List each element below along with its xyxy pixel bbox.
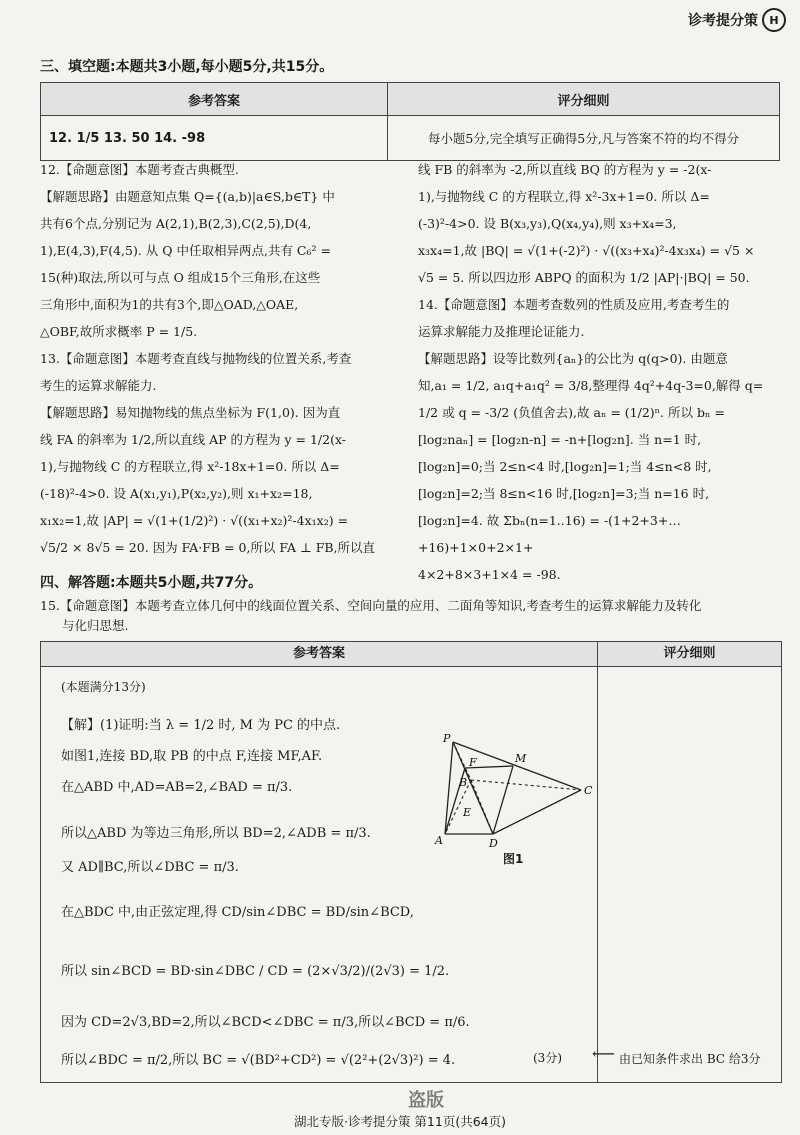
right-line: 1),与抛物线 C 的方程联立,得 x²-3x+1=0. 所以 Δ= bbox=[418, 189, 710, 204]
right-line: 1/2 或 q = -3/2 (负值舍去),故 aₙ = (1/2)ⁿ. 所以 bₙ = bbox=[418, 405, 725, 420]
left-line: √5/2 × 8√5 = 20. 因为 FA·FB = 0,所以 FA ⊥ FB,所以直 bbox=[40, 540, 376, 555]
section3-answer-table bbox=[40, 82, 780, 161]
left-column bbox=[40, 156, 400, 561]
q15-answer-header: 参考答案 bbox=[41, 642, 598, 667]
q15-line: 在△BDC 中,由正弦定理,得 CD/sin∠DBC = BD/sin∠BCD, bbox=[61, 905, 414, 920]
label-P: P bbox=[443, 732, 451, 745]
label-D: D bbox=[489, 837, 498, 850]
brand-header bbox=[688, 8, 786, 32]
left-line: 【解题思路】易知抛物线的焦点坐标为 F(1,0). 因为直 bbox=[40, 405, 341, 420]
right-line: 14.【命题意图】本题考查数列的性质及应用,考查考生的 bbox=[418, 297, 730, 312]
label-M: M bbox=[515, 752, 527, 765]
label-C: C bbox=[584, 784, 593, 797]
left-line: 15(种)取法,所以可与点 O 组成15个三角形,在这些 bbox=[40, 270, 321, 285]
watermark-stamp: 盗版 bbox=[408, 1090, 444, 1111]
q15-intro bbox=[40, 596, 780, 636]
section3-title: 三、填空题:本题共3小题,每小题5分,共15分。 bbox=[40, 59, 334, 75]
q15-line: 所以△ABD 为等边三角形,所以 BD=2,∠ADB = π/3. bbox=[61, 826, 371, 841]
left-line: 三角形中,面积为1的共有3个,即△OAD,△OAE, bbox=[40, 297, 299, 312]
label-A: A bbox=[435, 834, 443, 847]
q15-rule-header: 评分细则 bbox=[598, 642, 781, 667]
brand-name: 诊考提分策 bbox=[688, 13, 758, 29]
answers-cell: 12. 1/5 13. 50 14. -98 bbox=[41, 116, 388, 161]
right-column bbox=[418, 156, 780, 588]
q15-line: 所以 sin∠BCD = BD·sin∠DBC / CD = (2×√3/2)/(2√3) = 1/2. bbox=[61, 964, 450, 979]
right-line: [log₂n]=2;当 8≤n<16 时,[log₂n]=3;当 n=16 时, bbox=[418, 486, 710, 501]
q15-answer-table bbox=[40, 641, 782, 1083]
right-line: x₃x₄=1,故 |BQ| = √(1+(-2)²) · √((x₃+x₄)²-4x₃x₄) = √5 × bbox=[418, 243, 755, 258]
left-line: 线 FA 的斜率为 1/2,所以直线 AP 的方程为 y = 1/2(x- bbox=[40, 432, 347, 447]
q15-line: 又 AD∥BC,所以∠DBC = π/3. bbox=[61, 860, 239, 875]
q15-rule-note: 由已知条件求出 BC 给3分 bbox=[619, 1052, 761, 1066]
left-line: 1),与抛物线 C 的方程联立,得 x²-18x+1=0. 所以 Δ= bbox=[40, 459, 340, 474]
left-line: △OBF,故所求概率 P = 1/5. bbox=[40, 324, 198, 339]
label-B: B bbox=[459, 776, 468, 789]
figure-1 bbox=[433, 732, 593, 862]
q15-intro-line: 15.【命题意图】本题考查立体几何中的线面位置关系、空间向量的应用、二面角等知识,考查考生的运算求解能力及转化 bbox=[40, 598, 702, 613]
page-footer: 湖北专版·诊考提分策 第11页(共64页) bbox=[293, 1114, 506, 1129]
arrow-left-icon: ⟵ bbox=[592, 1044, 615, 1063]
right-line: [log₂n]=0;当 2≤n<4 时,[log₂n]=1;当 4≤n<8 时, bbox=[418, 459, 712, 474]
rule-col-header: 评分细则 bbox=[388, 83, 780, 116]
right-line: 运算求解能力及推理论证能力. bbox=[418, 324, 585, 339]
right-line: 4×2+8×3+1×4 = -98. bbox=[418, 567, 561, 582]
right-line: 【解题思路】设等比数列{aₙ}的公比为 q(q>0). 由题意 bbox=[418, 351, 728, 366]
answer-col-header: 参考答案 bbox=[41, 83, 388, 116]
left-line: 【解题思路】由题意知点集 Q={(a,b)|a∈S,b∈T} 中 bbox=[40, 189, 335, 204]
right-line: 知,a₁ = 1/2, a₁q+a₁q² = 3/8,整理得 4q²+4q-3=0,解得 q= bbox=[418, 378, 764, 393]
q15-line: 【解】(1)证明:当 λ = 1/2 时, M 为 PC 的中点. bbox=[61, 718, 341, 733]
edge-DC bbox=[493, 790, 581, 834]
table-divider bbox=[597, 666, 598, 1082]
label-F: F bbox=[469, 756, 477, 769]
q15-line: 因为 CD=2√3,BD=2,所以∠BCD<∠DBC = π/3,所以∠BCD = π/6. bbox=[61, 1015, 470, 1030]
left-line: x₁x₂=1,故 |AP| = √(1+(1/2)²) · √((x₁+x₂)²-4x₁x₂) = bbox=[40, 513, 349, 528]
left-line: 12.【命题意图】本题考查古典概型. bbox=[40, 162, 239, 177]
edge-BC bbox=[471, 780, 581, 790]
brand-logo-icon: H bbox=[762, 8, 786, 32]
label-E: E bbox=[463, 806, 472, 819]
left-line: 考生的运算求解能力. bbox=[40, 378, 157, 393]
left-line: 1),E(4,3),F(4,5). 从 Q 中任取相异两点,共有 C₆² = bbox=[40, 243, 331, 258]
right-line: (-3)²-4>0. 设 B(x₃,y₃),Q(x₄,y₄),则 x₃+x₄=3, bbox=[418, 216, 677, 231]
q15-score: (3分) bbox=[533, 1051, 562, 1065]
q15-full-score: (本题满分13分) bbox=[61, 680, 146, 694]
left-line: 13.【命题意图】本题考查直线与抛物线的位置关系,考查 bbox=[40, 351, 352, 366]
left-line: (-18)²-4>0. 设 A(x₁,y₁),P(x₂,y₂),则 x₁+x₂=18, bbox=[40, 486, 313, 501]
q15-line: 所以∠BDC = π/2,所以 BC = √(BD²+CD²) = √(2²+(2√3)²) = 4. bbox=[61, 1053, 456, 1068]
left-line: 共有6个点,分别记为 A(2,1),B(2,3),C(2,5),D(4, bbox=[40, 216, 312, 231]
figure-caption: 图1 bbox=[503, 852, 524, 866]
rule-cell: 每小题5分,完全填写正确得5分,凡与答案不符的均不得分 bbox=[388, 116, 780, 161]
right-line: √5 = 5. 所以四边形 ABPQ 的面积为 1/2 |AP|·|BQ| = 50. bbox=[418, 270, 750, 285]
q15-intro-line: 与化归思想. bbox=[62, 618, 129, 633]
right-line: [log₂n]=4. 故 Σbₙ(n=1..16) = -(1+2+3+…+16)+1×0+2×1+ bbox=[418, 513, 681, 555]
section4-title: 四、解答题:本题共5小题,共77分。 bbox=[40, 575, 263, 591]
right-line: 线 FB 的斜率为 -2,所以直线 BQ 的方程为 y = -2(x- bbox=[418, 162, 712, 177]
right-line: [log₂naₙ] = [log₂n-n] = -n+[log₂n]. 当 n=1 时, bbox=[418, 432, 702, 447]
q15-line: 如图1,连接 BD,取 PB 的中点 F,连接 MF,AF. bbox=[61, 749, 323, 764]
edge-DM bbox=[493, 766, 513, 834]
q15-line: 在△ABD 中,AD=AB=2,∠BAD = π/3. bbox=[61, 780, 293, 795]
